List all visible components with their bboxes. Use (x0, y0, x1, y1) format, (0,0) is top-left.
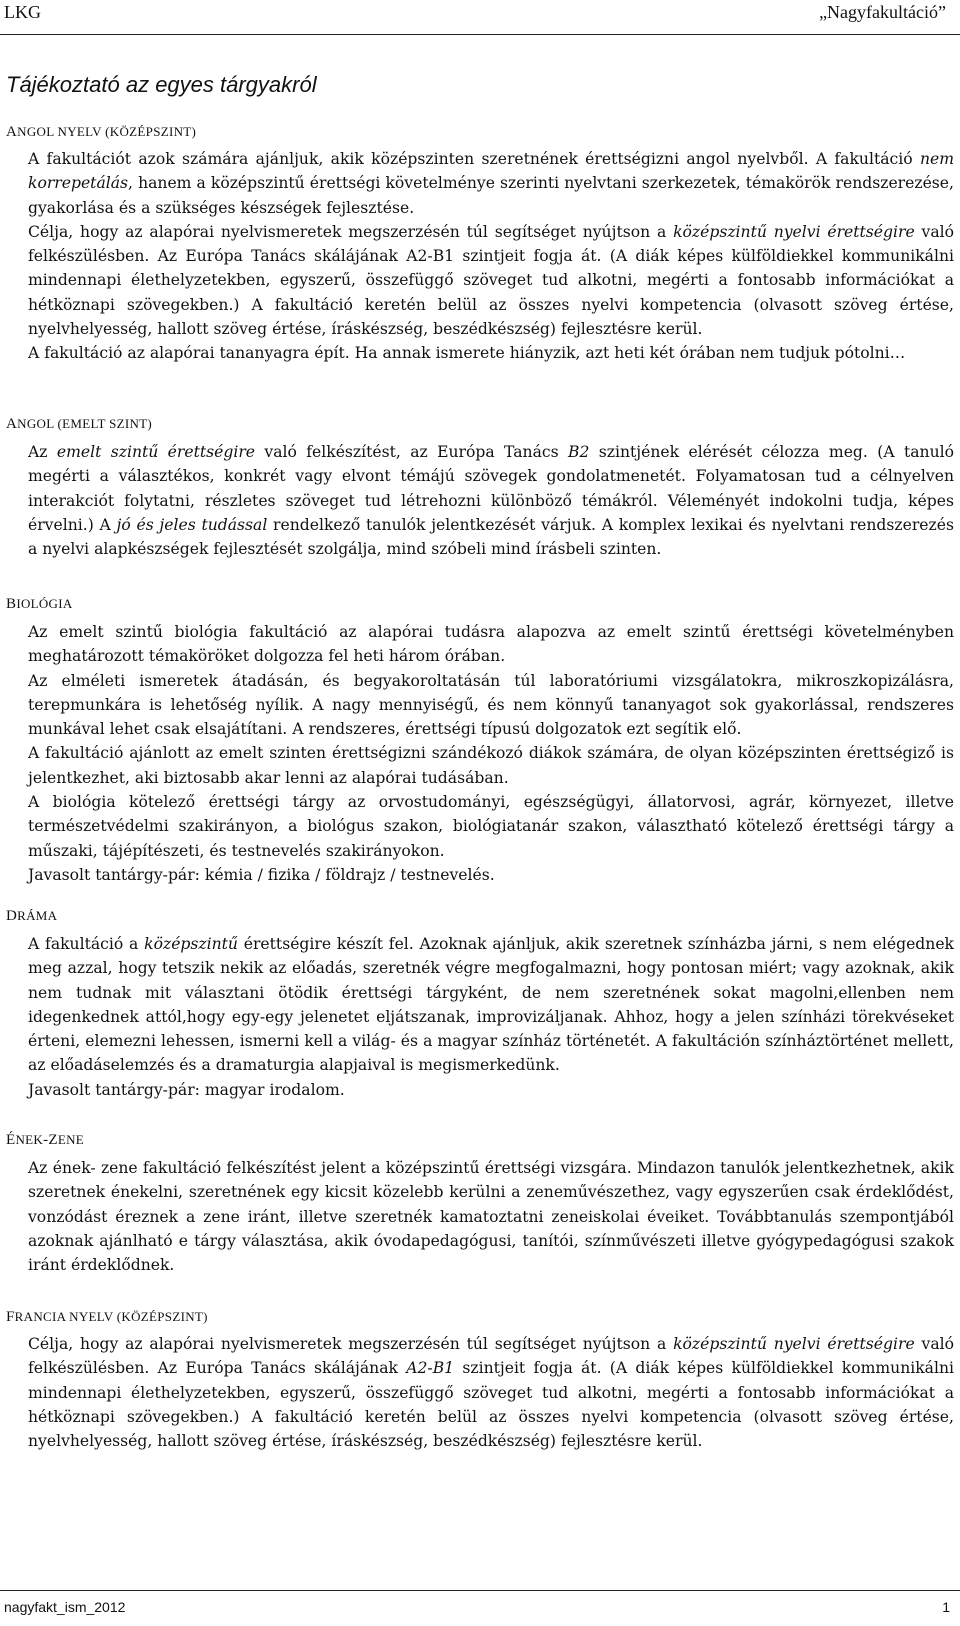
paragraph: Az emelt szintű biológia fakultáció az alapórai tudásra alapozva az emelt szintű érettségi követelményben meghatározott témaköröket dolgozza fel heti három órában. (28, 623, 954, 666)
page-number: 1 (942, 1599, 950, 1615)
section-heading-angol-kozep: ANGOL NYELV (KÖZÉPSZINT) (6, 124, 197, 140)
paragraph: A fakultáció a középszintű érettségire készít fel. Azoknak ajánljuk, akik szeretnek színházba járni, s nem elégednek meg azzal, hogy tetszik nekik az előadás, szeretnék végre megfogalmazni, hogy pontosan miért; vagy azoknak, akik nem tudnak mit választani ötödik érettségi tárgyként, de nem szeretnének sokat magolni,ellenben nem idegenkednek attól,hogy egy-egy jelenetet eljátszanak, improvizáljanak. Ahhoz, hogy a jelen színházi törekvéseket érteni, elemezni lehessen, ismerni kell a világ- és a magyar színház történetét. A fakultáción színháztörténet mellett, az előadáselemzés és a dramaturgia alapjaival is megismerkedünk. (28, 935, 955, 1075)
header-right-text: „Nagyfakultáció” (819, 2, 946, 22)
paragraph: Az elméleti ismeretek átadásán, és begyakoroltatásán túl laboratóriumi vizsgálatokra, mikroszkopizálásra, terepmunkára is lehetőség nyílik. A nagy mennyiségű, és nem könnyű tananyagot sok gyakorlással, rendszeres munkával lehet csak elsajátítani. A rendszeres, érettségi típusú dolgozatok ezt segítik elő. (28, 671, 954, 739)
paragraph: Az emelt szintű érettségire való felkészítést, az Európa Tanács B2 szintjének elérését célozza meg. (A tanuló megérti a választékos, konkrét vagy elvont témájú szövegek gondolatmenetét. Folyamatosan tud a célnyelven interakciót folytatni, részletes szöveget tud létrehozni különböző témákról. Véleményét indokolni tudja, képes érvelni.) A jó és jeles tudással rendelkező tanulók jelentkezését várjuk. A komplex lexikai és nyelvtani rendszerezés a nyelvi alapkészségek fejlesztését szolgálja, mind szóbeli mind írásbeli szinten. (28, 443, 955, 559)
paragraph: Célja, hogy az alapórai nyelvismeretek megszerzésén túl segítséget nyújtson a középszintű nyelvi érettségire való felkészülésben. Az Európa Tanács skálájának A2-B1 szintjeit fogja át. (A diák képes külföldiekkel kommunikálni mindennapi élethelyzetekben, egyszerű, összefüggő szöveget tud alkotni, megérti a fontosabb információkat a hétköznapi szövegekben.) A fakultáció keretén belül az összes nyelvi kompetencia (olvasott szöveg értése, nyelvhelyesség, hallott szöveg értése, íráskészség, beszédkészség) fejlesztésre kerül. (28, 1335, 955, 1451)
paragraph: A biológia kötelező érettségi tárgy az orvostudományi, egészségügyi, állatorvosi, agrár, környezet, illetve természetvédelmi szakirányon, a biológus szakon, biológiatanár szakon, választható kötelező érettségi tárgy a műszaki, tájépítészeti, és testnevelés szakirányokon. (28, 793, 954, 860)
paragraph: A fakultáció az alapórai tananyagra épít. Ha annak ismerete hiányzik, azt heti két órában nem tudjuk pótolni… (28, 344, 906, 363)
section-heading-francia: FRANCIA NYELV (KÖZÉPSZINT) (6, 1309, 208, 1325)
page-footer (0, 1590, 960, 1621)
footer-filename: nagyfakt_ism_2012 (4, 1599, 126, 1615)
section-heading-angol-emelt: ANGOL (EMELT SZINT) (6, 416, 153, 432)
section-body-angol-emelt (28, 440, 954, 561)
section-heading-biologia: BIOLÓGIA (6, 596, 73, 612)
paragraph: Javasolt tantárgy-pár: magyar irodalom. (28, 1080, 345, 1099)
section-body-angol-kozep (28, 147, 954, 366)
page-title: Tájékoztató az egyes tárgyakról (6, 72, 317, 97)
section-body-drama (28, 932, 954, 1102)
page-header (0, 0, 960, 35)
paragraph: Célja, hogy az alapórai nyelvismeretek megszerzésén túl segítséget nyújtson a középszintű nyelvi érettségire való felkészülésben. Az Európa Tanács skálájának A2-B1 szintjeit fogja át. (A diák képes külföldiekkel kommunikálni mindennapi élethelyzetekben, egyszerű, összefüggő szöveget tud alkotni, megérti a fontosabb információkat a hétköznapi szövegekben.) A fakultáció keretén belül az összes nyelvi kompetencia (olvasott szöveg értése, nyelvhelyesség, hallott szöveg értése, íráskészség, beszédkészség) fejlesztésre kerül. (28, 222, 954, 339)
section-body-enek-zene (28, 1156, 954, 1277)
paragraph: A fakultációt azok számára ajánljuk, akik középszinten szeretnének érettségizni angol nyelvből. A fakultáció nem korrepetálás, hanem a középszintű érettségi követelménye szerinti nyelvtani szerkezetek, témakörök rendszerezése, gyakorlása és a szükséges készségek fejlesztése. (28, 150, 954, 217)
paragraph: Javasolt tantárgy-pár: kémia / fizika / földrajz / testnevelés. (28, 865, 495, 884)
section-heading-drama: DRÁMA (6, 908, 58, 924)
paragraph: Az ének- zene fakultáció felkészítést jelent a középszintű érettségi vizsgára. Mindazon tanulók jelentkezhetnek, akik szeretnek énekelni, szeretnének egy kicsit közelebb kerülni a zeneművészethez, vagy egyszerűen csak érdeklődést, vonzódást éreznek a zene iránt, illetve szeretnék kamatoztatni zeneiskolai éveiket. Továbbtanulás szempontjából azoknak ajánlható e tárgy választása, akik óvodapedagógusi, tanítói, színművészeti illetve gyógypedagógusi szakok iránt érdeklődnek. (28, 1159, 954, 1275)
section-body-francia (28, 1332, 954, 1453)
section-body-biologia (28, 620, 954, 887)
paragraph: A fakultáció ajánlott az emelt szinten érettségizni szándékozó diákok számára, de olyan középszinten érettségiző is jelentkezhet, aki biztosabb akar lenni az alapórai tudásában. (28, 744, 954, 787)
section-heading-enek-zene: ÉNEK-ZENE (6, 1132, 85, 1148)
header-left-text: LKG (4, 2, 41, 22)
